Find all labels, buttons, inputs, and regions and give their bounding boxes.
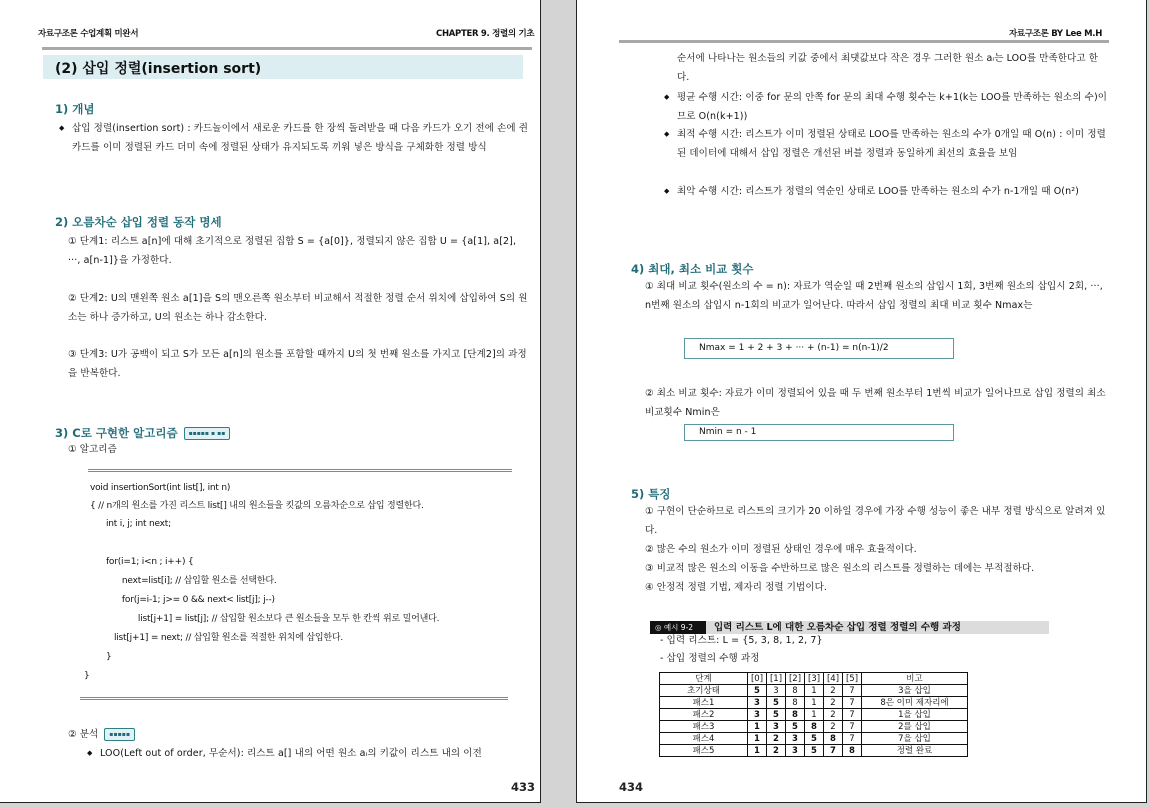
avg-time-bullet: ◆ 평균 수행 시간: 이중 for 문의 안쪽 for 문의 최대 수행 횟수는 k+1(k는 LOO를 만족하는 원소의 수)이므로 O(n(k+1)) [677,88,1109,126]
sub-analysis [68,725,135,744]
col-header: 비고 [862,673,968,685]
min-comparisons: ② 최소 비교 횟수: 자료가 이미 정렬되어 있을 때 두 번째 원소부터 1번씩 비교가 일어나므로 삽입 정렬의 최소 비교횟수 Nmin은 [645,388,1106,418]
table-cell: 3 [748,697,767,709]
table-cell: 2 [824,697,843,709]
running-head-chapter: CHAPTER 9. 정렬의 기초 [436,29,535,39]
table-row [660,685,968,697]
example-chip: ◎ 예시 9-2 [650,621,706,634]
code-line: for(j=i-1; j>= 0 && next< list[j]; j--) [90,595,275,605]
table-cell: 2 [767,745,786,757]
feature-4: ④ 안정적 정렬 기법, 제자리 정렬 기법이다. [645,582,828,593]
table-cell: 7 [843,709,862,721]
table-cell: 3 [786,733,805,745]
table-cell: 1 [748,745,767,757]
table-cell: 3 [748,709,767,721]
table-cell: 패스1 [660,697,748,709]
table-cell: 7 [843,697,862,709]
table-cell: 1 [805,709,824,721]
best-time-bullet: ◆ 최적 수행 시간: 리스트가 이미 정렬된 상태로 LOO를 만족하는 원소의 수가 0개일 때 O(n) : 이미 정렬된 데이터에 대해서 삽입 정렬은 개선된 버블 정렬과 동일하게 최선의 효율을 보임 [677,125,1109,163]
table-header-row [660,673,968,685]
heading-features: 5) 특징 [631,487,671,501]
code-line: } [90,652,112,662]
algorithm-tag: ▪▪▪▪▪ ▪ ▪▪ [184,427,231,440]
code-top-rule [88,469,512,472]
max-comparisons: ① 최대 비교 횟수(원소의 수 = n): 자료가 역순일 때 2번째 원소의 삽입시 1회, 3번째 원소의 삽입시 2회, ···, n번째 원소의 삽입시 n-1회의 비교가 일어난다. 따라서 삽입 정렬의 최대 비교 횟수 Nmax는 [645,281,1103,311]
code-line: for(i=1; i<n ; i++) { [90,557,194,567]
heading-concept: 1) 개념 [55,102,95,116]
col-header: 단계 [660,673,748,685]
table-cell: 3 [786,745,805,757]
table-row [660,697,968,709]
table-cell: 2 [824,685,843,697]
step-2: ② 단계2: U의 맨왼쪽 원소 a[1]을 S의 맨오른쪽 원소부터 비교해서 적절한 정렬 순서 위치에 삽입하여 S의 원소는 하나 증가하고, U의 원소는 하나 감소한다. [68,293,528,323]
code-line: list[j+1] = list[j]; // 삽입할 원소보다 큰 원소들을 모두 한 칸씩 위로 밀어낸다. [90,614,440,624]
table-cell: 3을 삽입 [862,685,968,697]
page-number-433: 433 [511,780,536,794]
table-cell: 5 [767,697,786,709]
code-line: void insertionSort(int list[], int n) [90,483,231,493]
table-cell: 5 [805,733,824,745]
code-line: next=list[i]; // 삽입할 원소를 선택한다. [90,576,277,586]
feature-2: ② 많은 수의 원소가 이미 정렬된 상태인 경우에 매우 효율적이다. [645,544,917,555]
step-1: ① 단계1: 리스트 a[n]에 대해 초기적으로 정렬된 집합 S = {a[0]}, 정렬되지 않은 집합 U = {a[1], a[2], ···, a[n-1]}을 가정한다. [68,236,517,266]
table-cell: 1 [805,685,824,697]
example-title: 입력 리스트 L에 대한 오름차순 삽입 정렬 정렬의 수행 과정 [714,622,961,633]
feature-3: ③ 비교적 많은 원소의 이동을 수반하므로 많은 원소의 리스트를 정렬하는 데에는 부적절하다. [645,563,1035,574]
col-header: [3] [805,673,824,685]
running-head-left: 자료구조론 수업계획 미완서 [38,29,139,39]
section-title-band [43,55,523,79]
table-cell: 7을 삽입 [862,733,968,745]
table-cell: 초기상태 [660,685,748,697]
insertion-trace-table [659,672,968,757]
table-cell: 7 [824,745,843,757]
table-cell: 1 [748,733,767,745]
heading-comparisons: 4) 최대, 최소 비교 횟수 [631,262,754,276]
code-line: int i, j; int next; [90,519,171,529]
table-cell: 7 [843,733,862,745]
example-input: - 입력 리스트: L = {5, 3, 8, 1, 2, 7} [660,635,823,646]
table-row [660,745,968,757]
table-cell: 8 [843,745,862,757]
table-cell: 8 [786,697,805,709]
page-433 [0,0,541,803]
table-cell: 패스5 [660,745,748,757]
table-cell: 3 [767,685,786,697]
table-row [660,721,968,733]
table-cell: 8 [786,709,805,721]
table-cell: 8 [786,685,805,697]
table-cell: 패스4 [660,733,748,745]
table-cell: 5 [767,709,786,721]
formula-nmax: Nmax = 1 + 2 + 3 + ··· + (n-1) = n(n-1)/2 [684,338,954,359]
step-3: ③ 단계3: U가 공백이 되고 S가 모든 a[n]의 원소를 포함할 때까지 U의 첫 번째 원소를 가지고 [단계2]의 과정을 반복한다. [68,349,527,379]
table-cell: 1 [805,697,824,709]
sub-algorithm: ① 알고리즘 [68,444,117,455]
table-cell: 패스3 [660,721,748,733]
table-cell: 8은 이미 제자리에 [862,697,968,709]
table-cell: 정렬 완료 [862,745,968,757]
header-rule [619,40,1109,43]
col-header: [4] [824,673,843,685]
table-cell: 1 [748,721,767,733]
loo-continued: 순서에 나타나는 원소들의 키값 중에서 최댓값보다 작은 경우 그러한 원소 aᵢ는 LOO를 만족한다고 한다. [677,53,1099,83]
table-cell: 8 [824,733,843,745]
table-cell: 2 [824,709,843,721]
sub-analysis-text: ② 분석 [68,729,99,740]
table-cell: 1을 삽입 [862,709,968,721]
worst-time-bullet: ◆ 최악 수행 시간: 리스트가 정렬의 역순인 상태로 LOO를 만족하는 원소의 수가 n-1개일 때 O(n²) [677,182,1109,201]
heading-c-algorithm-text: 3) C로 구현한 알고리즘 [55,426,178,440]
running-head-book: 자료구조론 BY Lee M.H [1009,29,1103,39]
table-row [660,709,968,721]
table-cell: 2를 삽입 [862,721,968,733]
code-bottom-rule [80,697,508,700]
page-number-434: 434 [619,780,644,794]
concept-bullet: ◆ 삽입 정렬(insertion sort) : 카드놀이에서 새로운 카드를 한 장씩 돌려받을 때 다음 카드가 오기 전에 손에 쥔 카드를 이미 정렬된 카드 더미 속에 정렬된 상태가 유지되도록 끼워 넣은 방식을 구체화한 정렬 방식 [72,119,530,157]
col-header: [5] [843,673,862,685]
table-cell: 8 [805,721,824,733]
table-cell: 2 [824,721,843,733]
table-cell: 3 [767,721,786,733]
col-header: [1] [767,673,786,685]
table-cell: 5 [786,721,805,733]
table-row [660,733,968,745]
code-line: list[j+1] = next; // 삽입할 원소를 적절한 위치에 삽입한다. [90,633,343,643]
code-line: { // n개의 원소를 가진 리스트 list[] 내의 원소들을 킷값의 오름차순으로 삽입 정렬한다. [90,501,424,511]
table-cell: 2 [767,733,786,745]
feature-1: ① 구현이 단순하므로 리스트의 크기가 20 이하일 경우에 가장 수행 성능이 좋은 내부 정렬 방식으로 알려져 있다. [645,506,1106,536]
table-cell: 5 [748,685,767,697]
formula-nmin: Nmin = n - 1 [684,424,954,441]
analysis-tag: ▪▪▪▪▪ [104,728,135,741]
table-cell: 7 [843,721,862,733]
table-cell: 7 [843,685,862,697]
example-process: - 삽입 정렬의 수행 과정 [660,653,760,664]
table-cell: 5 [805,745,824,757]
heading-ascending-spec: 2) 오름차순 삽입 정렬 동작 명세 [55,215,222,229]
section-title: (2) 삽입 정렬(insertion sort) [55,61,262,77]
header-rule [42,47,532,50]
heading-c-algorithm [55,425,230,441]
col-header: [2] [786,673,805,685]
loo-bullet: ◆ LOO(Left out of order, 무순서): 리스트 a[] 내의 어떤 원소 aᵢ의 키값이 리스트 내의 이전 [100,744,532,763]
col-header: [0] [748,673,767,685]
code-line: } [84,671,90,681]
table-cell: 패스2 [660,709,748,721]
